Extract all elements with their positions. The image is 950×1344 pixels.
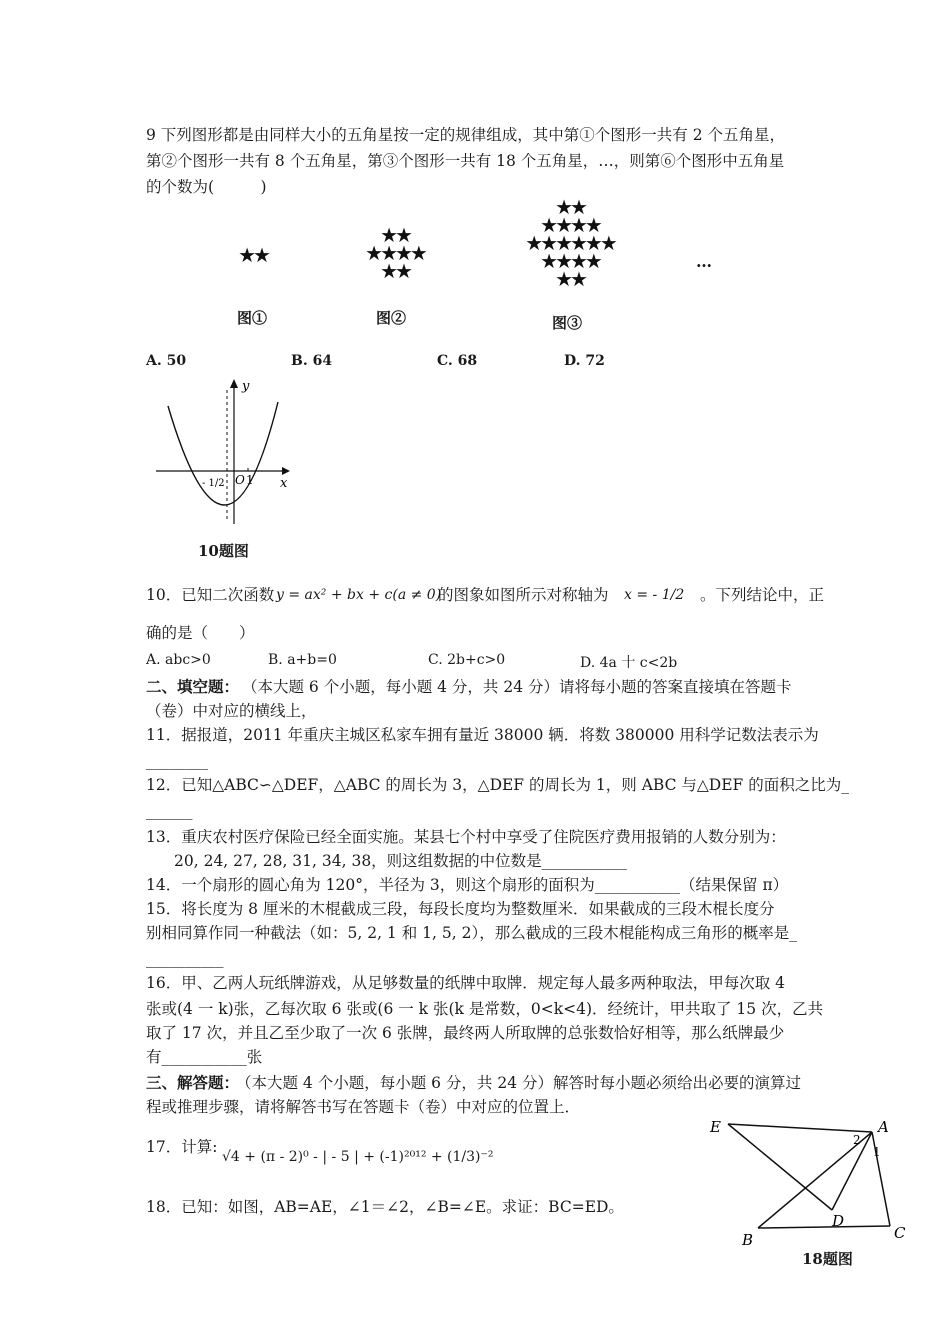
q9-option-d: D. 72 xyxy=(564,353,605,369)
q17-expression: √4 + (π - 2)⁰ - | - 5 | + (-1)²⁰¹² + (1/3)⁻² xyxy=(222,1149,494,1165)
section2-title: 二、填空题： xyxy=(146,677,240,696)
q16-line3: 取了 17 次，并且乙至少取了一次 6 张牌，最终两人所取牌的总张数恰好相等，那么纸牌最少 xyxy=(146,1024,785,1042)
x-axis-arrow xyxy=(282,467,290,475)
q10-stem-b: 的图象如图所示对称轴为 xyxy=(438,586,609,604)
q16-line4: 有___________张 xyxy=(146,1048,263,1066)
q16-line2: 张或(4 一 k)张，乙每次取 6 张或(6 一 k 张(k 是常数，0<k<4)．经统计，甲共取了 15 次，乙共 xyxy=(146,1000,824,1018)
q10-option-b: B. a+b=0 xyxy=(268,652,337,668)
star-figure-2: ★★ ★★★★ ★★ xyxy=(365,223,425,283)
graph-neg-half-label: - 1/2 xyxy=(202,478,225,489)
section2-line2: （卷）中对应的横线上， xyxy=(146,702,317,720)
q9-option-c: C. 68 xyxy=(437,353,478,369)
q17-label: 17．计算: xyxy=(146,1138,218,1156)
q18-line1: 18．已知：如图，AB=AE，∠1＝∠2，∠B=∠E。求证：BC=ED。 xyxy=(146,1198,624,1216)
angle-1-label: 1 xyxy=(873,1145,881,1159)
parabola-curve xyxy=(168,402,278,505)
q14-line1: 14．一个扇形的圆心角为 120°，半径为 3，则这个扇形的面积为___________（结果保留 π） xyxy=(146,876,789,894)
q12-line1: 12．已知△ABC∽△DEF，△ABC 的周长为 3，△DEF 的周长为 1，则 ABC 与△DEF 的面积之比为_ xyxy=(146,776,849,794)
q15-blank: __________ xyxy=(146,950,224,968)
q10-graph-caption: 10题图 xyxy=(198,542,249,560)
q9-line1: 9 下列图形都是由同样大小的五角星按一定的规律组成，其中第①个图形一共有 2 个五角星， xyxy=(146,126,786,144)
fig3-label: 图③ xyxy=(552,314,583,332)
segment-ea xyxy=(728,1124,872,1132)
q9-option-b: B. 64 xyxy=(291,353,333,369)
q10-axis-equation: x = - 1/2 xyxy=(624,587,685,603)
fig1-label: 图① xyxy=(237,309,268,327)
q9-option-a: A. 50 xyxy=(146,353,187,369)
q10-option-c: C. 2b+c>0 xyxy=(428,652,506,668)
q18-figure-caption: 18题图 xyxy=(802,1250,853,1268)
figure-ellipsis: … xyxy=(696,252,712,271)
q10-formula: y = ax² + bx + c(a ≠ 0) xyxy=(276,587,442,603)
segment-ed xyxy=(728,1124,832,1210)
point-d-label: D xyxy=(832,1212,845,1230)
q10-option-d: D. 4a 十 c<2b xyxy=(580,655,678,671)
q12-blank: ______ xyxy=(146,802,193,820)
section3-title: 三、解答题： xyxy=(146,1073,240,1092)
parabola-graph xyxy=(150,376,300,526)
graph-x-label: x xyxy=(280,476,288,491)
q11-blank: ________ xyxy=(146,752,208,770)
q10-stem-a: 10．已知二次函数 xyxy=(146,586,275,604)
q10-stem-c: 。下列结论中，正 xyxy=(700,586,825,604)
point-e-label: E xyxy=(710,1118,721,1136)
graph-y-label: y xyxy=(242,379,250,394)
q10-line2: 确的是（ ） xyxy=(146,624,255,642)
q15-line1: 15．将长度为 8 厘米的木棍截成三段，每段长度均为整数厘米．如果截成的三段木棍长度分 xyxy=(146,900,775,918)
q15-line2: 别相同算作同一种截法（如：5, 2, 1 和 1, 5, 2），那么截成的三段木棍能构成三角形的概率是_ xyxy=(146,924,797,942)
q11-line1: 11．据报道，2011 年重庆主城区私家车拥有量近 38000 辆．将数 380000 用科学记数法表示为 xyxy=(146,726,819,744)
point-b-label: B xyxy=(742,1231,754,1249)
angle-2-label: 2 xyxy=(853,1133,861,1147)
section3-line2: 程或推理步骤，请将解答书写在答题卡（卷）中对应的位置上． xyxy=(146,1098,581,1116)
segment-bc xyxy=(758,1226,890,1228)
q16-line1: 16．甲、乙两人玩纸牌游戏，从足够数量的纸牌中取牌．规定每人最多两种取法，甲每次取 4 xyxy=(146,974,786,992)
star-figure-1: ★★ xyxy=(238,243,268,267)
point-c-label: C xyxy=(894,1224,906,1242)
q9-line3: 的个数为( ) xyxy=(146,178,267,196)
section2-line1: （本大题 6 个小题，每小题 4 分，共 24 分）请将每小题的答案直接填在答题卡 xyxy=(242,678,792,696)
graph-origin-label: O xyxy=(235,473,245,487)
segment-da xyxy=(832,1132,872,1210)
fig2-label: 图② xyxy=(376,309,407,327)
q13-line1: 13．重庆农村医疗保险已经全面实施。某县七个村中享受了住院医疗费用报销的人数分别为： xyxy=(146,828,786,846)
q13-line2: 20, 24, 27, 28, 31, 34, 38，则这组数据的中位数是___________ xyxy=(174,852,627,870)
q10-option-a: A. abc>0 xyxy=(146,652,211,668)
y-axis-arrow xyxy=(230,379,238,388)
graph-one-label: 1 xyxy=(246,473,254,487)
point-a-label: A xyxy=(878,1118,889,1136)
star-figure-3: ★★ ★★★★ ★★★★★★ ★★★★ ★★ xyxy=(525,195,615,291)
q9-line2: 第②个图形一共有 8 个五角星，第③个图形一共有 18 个五角星，…，则第⑥个图形中五角星 xyxy=(146,152,785,170)
section3-line1: （本大题 4 个小题，每小题 6 分，共 24 分）解答时每小题必须给出必要的演算过 xyxy=(236,1074,802,1092)
